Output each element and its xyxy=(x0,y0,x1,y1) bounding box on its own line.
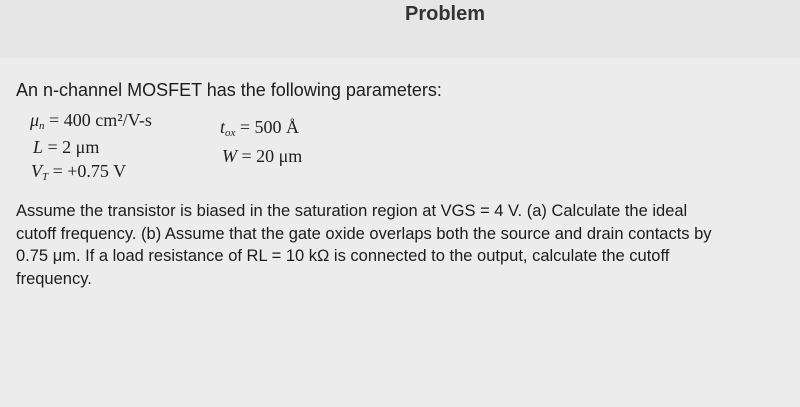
param-threshold-voltage-subscript: T xyxy=(42,171,49,183)
param-threshold-voltage xyxy=(31,161,126,183)
param-channel-length-value: = 2 μm xyxy=(47,137,100,157)
problem-intro: An n-channel MOSFET has the following parameters: xyxy=(16,80,442,100)
param-oxide-thickness-symbol: t xyxy=(220,117,226,137)
param-mobility-subscript: n xyxy=(39,120,45,132)
param-channel-width-value: = 20 μm xyxy=(241,146,303,166)
param-channel-width-symbol: W xyxy=(222,146,237,166)
problem-body xyxy=(0,58,800,407)
param-mobility xyxy=(30,110,152,132)
param-channel-width xyxy=(222,146,302,168)
param-oxide-thickness-subscript: ox xyxy=(225,127,236,139)
param-threshold-voltage-value: = +0.75 V xyxy=(52,161,127,181)
problem-line-1: Assume the transistor is biased in the saturation region at VGS = 4 V. (a) Calculate the ideal xyxy=(16,202,688,220)
param-channel-length xyxy=(33,137,99,159)
param-channel-length-symbol: L xyxy=(33,137,44,157)
param-mobility-symbol: μ xyxy=(30,110,40,130)
problem-line-3: 0.75 μm. If a load resistance of RL = 10 kΩ is connected to the output, calculate the cutoff xyxy=(16,247,670,265)
param-oxide-thickness-value: = 500 Å xyxy=(239,117,300,137)
param-threshold-voltage-symbol: V xyxy=(31,161,42,181)
param-oxide-thickness xyxy=(220,117,299,139)
problem-title: Problem xyxy=(404,3,486,25)
problem-line-2: cutoff frequency. (b) Assume that the gate oxide overlaps both the source and drain contacts by xyxy=(16,224,712,243)
problem-statement xyxy=(16,200,800,290)
problem-header xyxy=(0,0,800,58)
param-mobility-value: = 400 cm²/V-s xyxy=(49,110,152,130)
problem-line-4: frequency. xyxy=(16,269,92,288)
